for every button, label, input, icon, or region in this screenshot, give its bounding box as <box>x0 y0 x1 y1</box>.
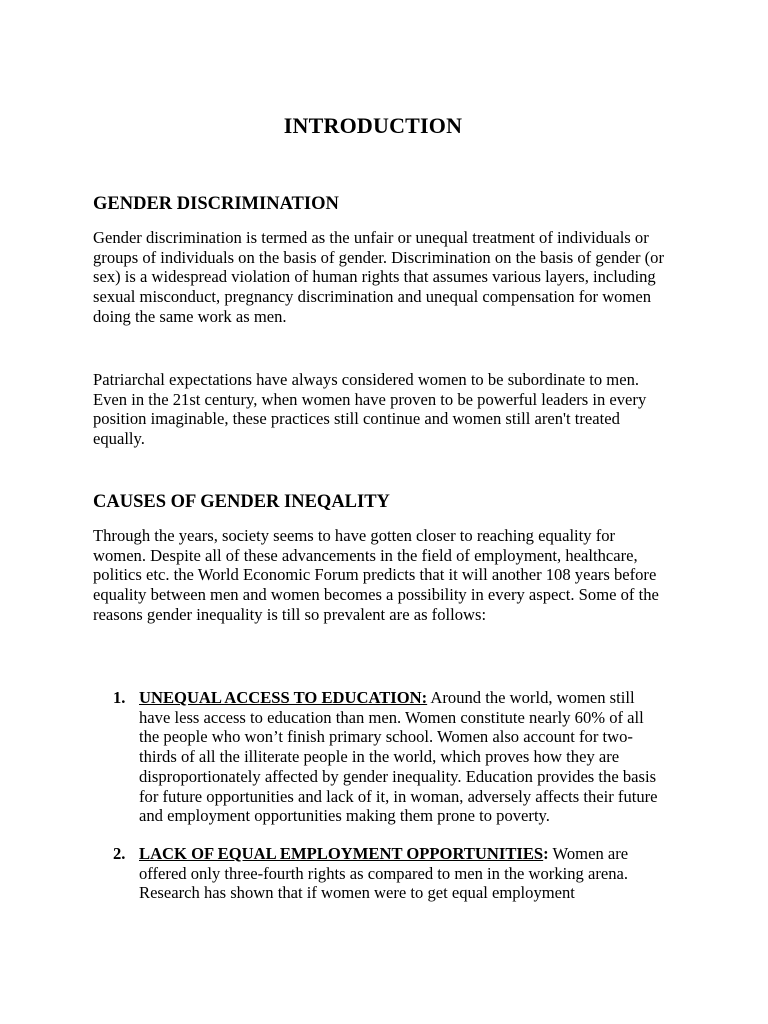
paragraph-causes-intro: Through the years, society seems to have gotten closer to reaching equality for women. Despite all of these advancements in the field of employment, healthcare, politics etc. the World Economic Forum predicts that it will another 108 years before equality between men and women becomes a possibility in every aspect. Some of the reasons gender inequality is till so prevalent are as follows: <box>93 526 659 624</box>
list-item-number: 2. <box>113 843 126 863</box>
paragraph-definition: Gender discrimination is termed as the unfair or unequal treatment of individuals or groups of individuals on the basis of gender. Discrimination on the basis of gender (or sex) is a widespread violation of human rights that assumes various layers, including sexual misconduct, pregnancy discrimination and unequal compensation for women doing the same work as men. <box>93 228 664 326</box>
causes-list <box>93 688 668 903</box>
paragraph-patriarchal-expectations: Patriarchal expectations have always considered women to be subordinate to men. Even in the 21st century, when women have proven to be powerful leaders in every position imaginable, these practices still continue and women still aren't treated equally. <box>93 370 647 449</box>
list-item-number: 1. <box>113 688 126 707</box>
section-heading-causes: CAUSES OF GENDER INEQALITY <box>93 492 390 512</box>
list-item-employment <box>93 844 668 903</box>
list-item-colon: : <box>543 843 549 863</box>
list-item-term: UNEQUAL ACCESS TO EDUCATION: <box>139 688 428 707</box>
list-item-text: Around the world, women still have less access to education than men. Women constitute nearly 60% of all the people who won’t finish primary school. Women also account for two-thirds of all the illiterate people in the world, which proves how they are disproportionately affected by gender inequality. Education provides the basis for future opportunities and lack of it, in woman, adversely affects their future and employment opportunities making them prone to poverty. <box>139 688 658 826</box>
list-item-education <box>93 688 668 826</box>
section-heading-gender-discrimination: GENDER DISCRIMINATION <box>93 194 339 214</box>
page-title: INTRODUCTION <box>283 113 463 138</box>
list-item-text: Women are offered only three-fourth rights as compared to men in the working arena. Research has shown that if women were to get equal employment <box>139 843 629 903</box>
list-item-term: LACK OF EQUAL EMPLOYMENT OPPORTUNITIES <box>139 843 544 863</box>
